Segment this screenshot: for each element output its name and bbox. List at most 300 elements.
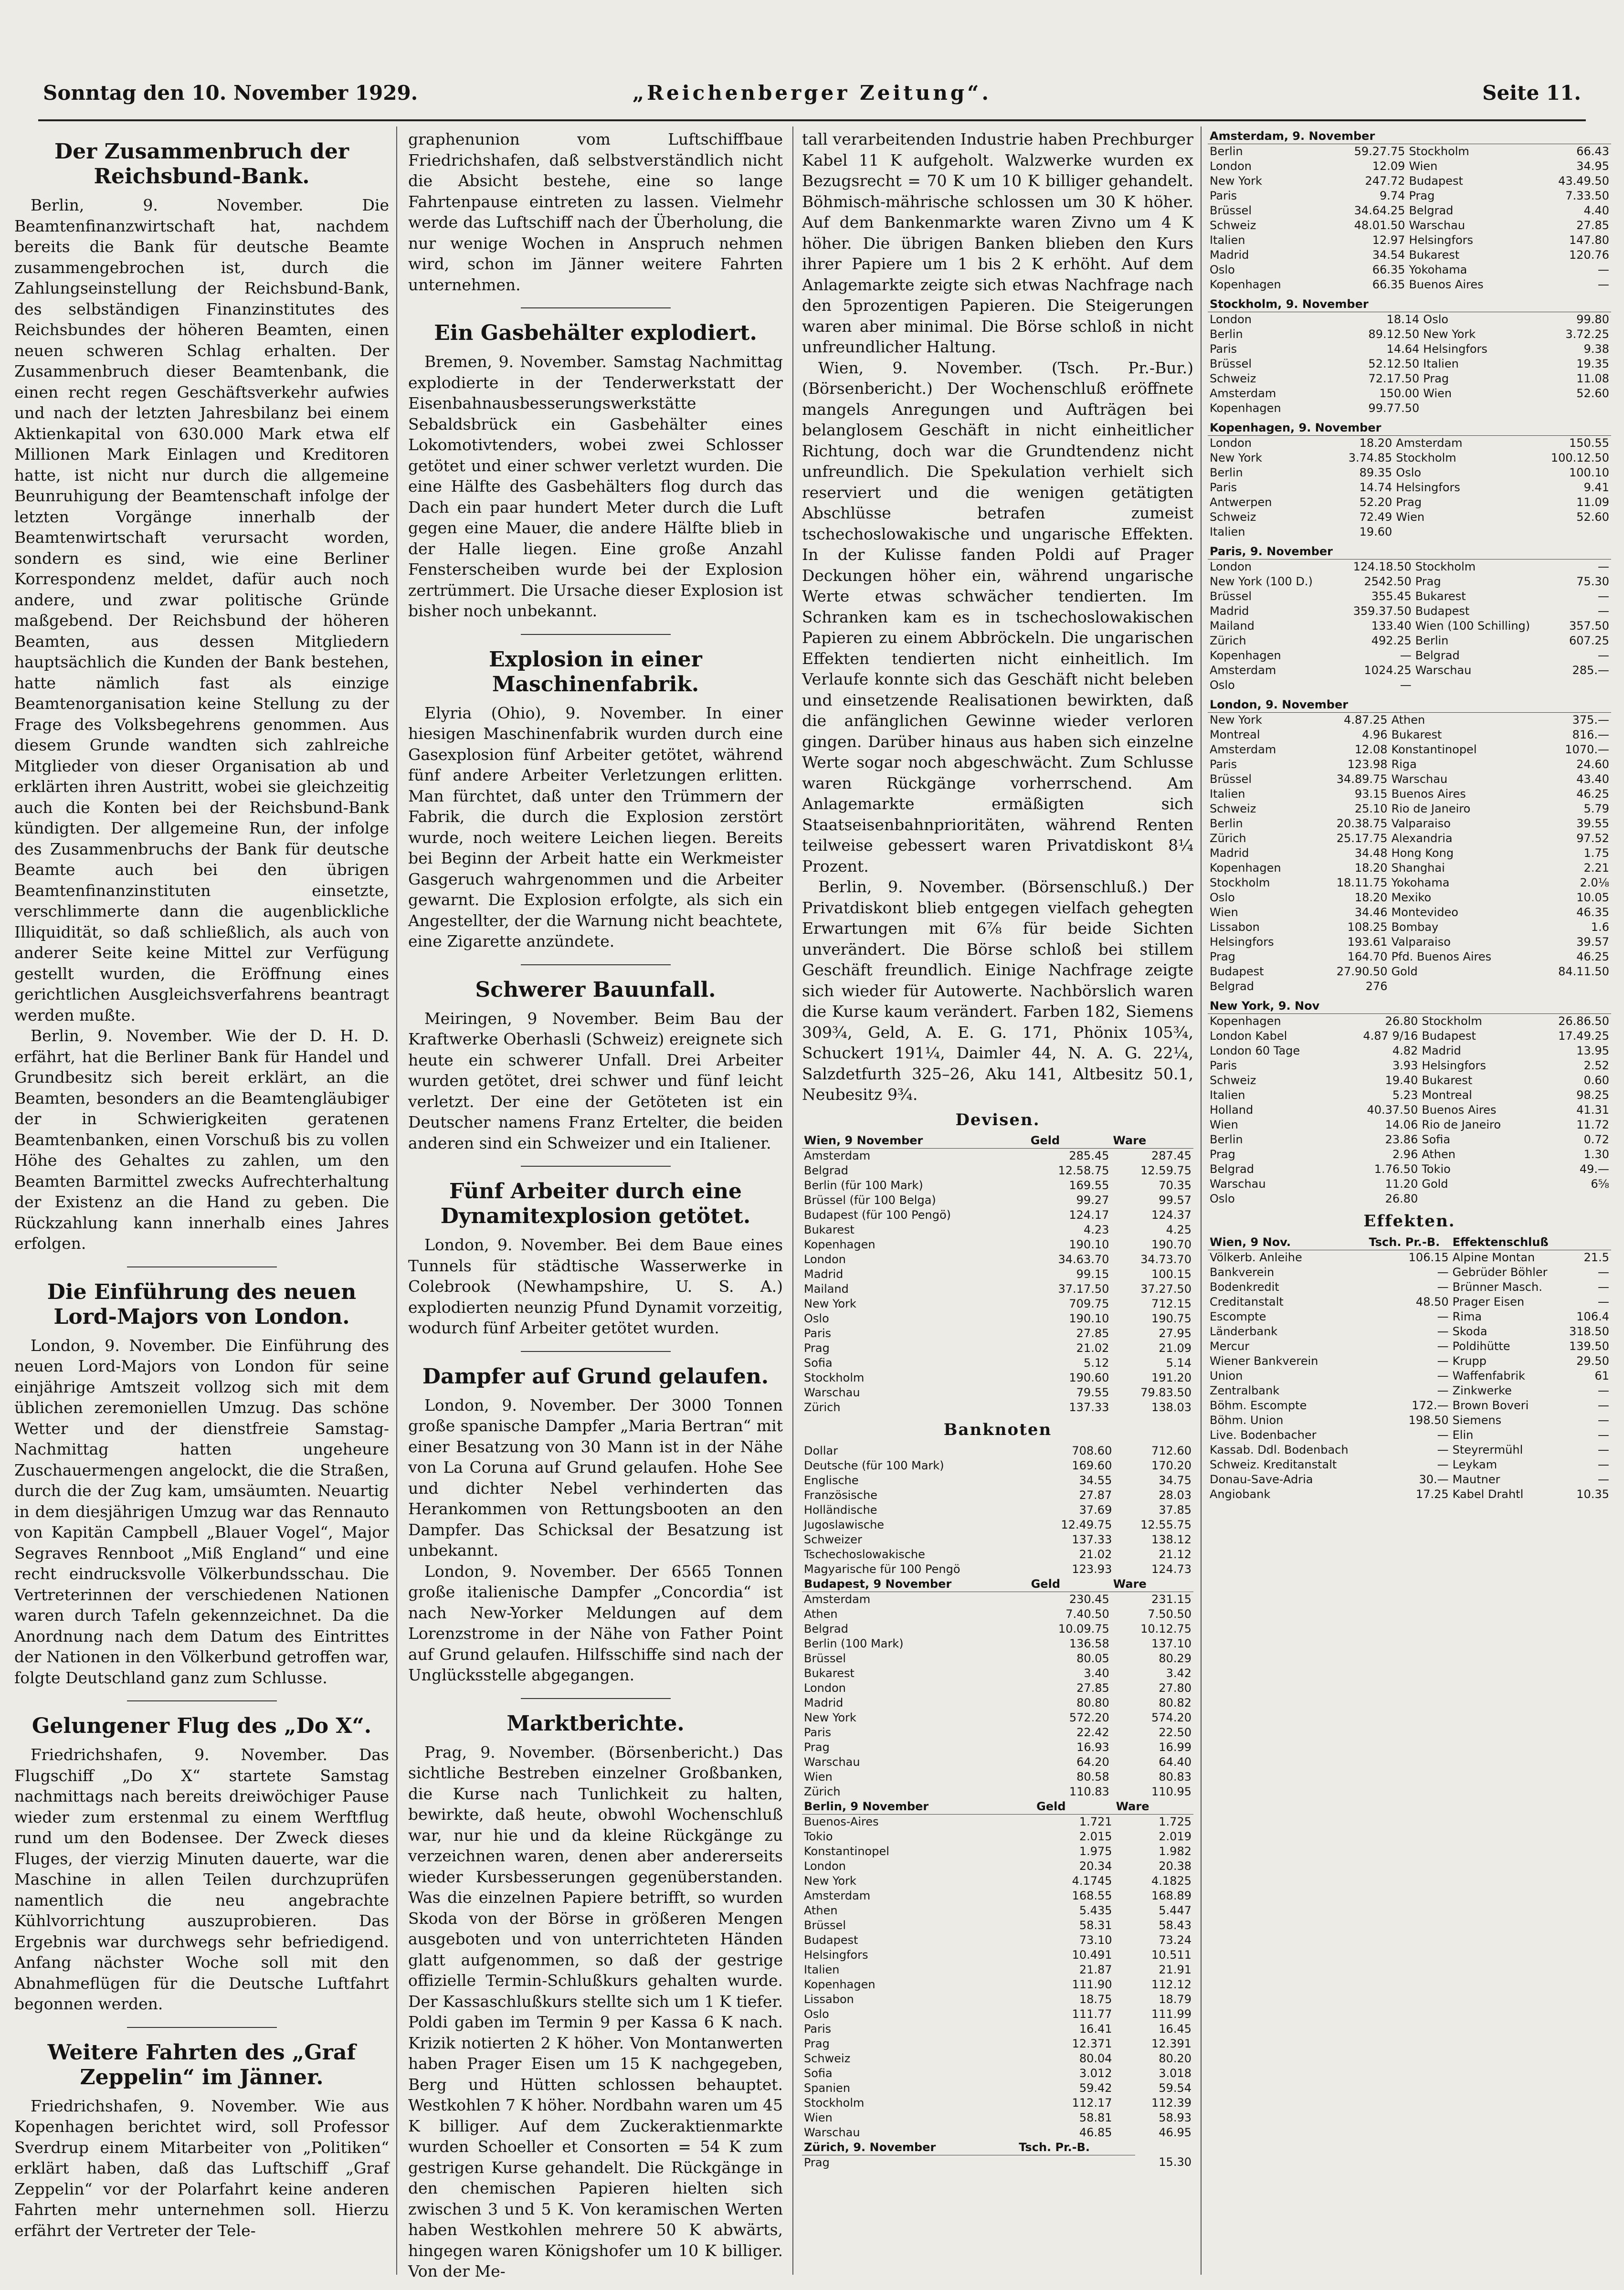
article-paragraph: Berlin, 9. November. Die Beamtenfinanzwirtschaft hat, nachdem bereits die Bank für deutsche Beamte zusammengebrochen ist, durch die Zahlungseinstellung der Reichsbund-Bank, des selbständigen Finanzinstitutes des Reichsbundes der höheren Beamten, einen neuen schweren Schlag erhalten. Der Zusammenbruch dieser Beamtenbank, die einen recht regen Geschäftsverkehr aufwies und nach der letzten Jahresbilanz bei einem Aktienkapital von 630.000 Mark etwa elf Millionen Mark Einlagen und Kreditoren hatte, ist nicht nur durch die allgemeine Beunruhigung der Beamtenschaft infolge der letzten Vorgänge innerhalb der Beamtenwirtschaft verursacht worden, sondern es sind, wie eine Berliner Korrespondenz meldet, dafür auch noch andere, und zwar politische Gründe maßgebend. Der Reichsbund der höheren Beamten, aus dessen Mitgliedern hauptsächlich die Kunden der Bank bestehen, hatte nämlich fast als einzige Beamtenorganisation keine Stellung zu der Frage des Volksbegehrens genommen. Aus diesem Grunde wandten sich zahlreiche Mitglieder von dieser Organisation ab und erklärten ihren Austritt, wobei sie gleichzeitig auch die Konten bei der Reichsbund-Bank kündigten. Der allgemeine Run, der infolge des Zusammenbruchs der Bank für deutsche Beamte auch bei den übrigen Beamtenfinanzinstituten einsetzte, verschlimmerte dann die augenblickliche Illiquidität, so daß schließlich, als auch von anderer Seite keine Mittel zur Verfügung gestellt wurden, die Eröffnung eines gerichtlichen Ausgleichsverfahrens beantragt werden mußte. [14, 196, 389, 1024]
table-label-cell: Kabel Drahtl [1452, 1487, 1524, 1501]
table-value-cell: 37.85 [1159, 1503, 1192, 1517]
table-row [1208, 663, 1611, 678]
table-row [1208, 1383, 1611, 1398]
article-headline: Weitere Fahrten des „Graf Zeppelin“ im Jänner. [47, 2040, 356, 2089]
table-value-cell: 709.75 [1069, 1297, 1109, 1310]
table-label-cell: Brüssel [1210, 590, 1252, 603]
table-value-cell: 16.41 [1079, 2022, 1112, 2036]
table-label-cell: Brüssel [1210, 357, 1252, 370]
table-value-cell: 120.76 [1569, 248, 1609, 262]
table-value-cell: 16.99 [1159, 1740, 1192, 1754]
exchange-table [1208, 544, 1611, 693]
table-value-cell: 43.40 [1576, 772, 1609, 786]
table-label-cell: Waffenfabrik [1452, 1369, 1525, 1382]
table-row [1208, 890, 1611, 905]
table-value-cell: 20.38 [1159, 1859, 1192, 1873]
table-row [1208, 920, 1611, 935]
table-label-cell: London [1210, 560, 1252, 573]
table-row [802, 1297, 1193, 1311]
table-header-cell: Ware [1114, 1799, 1193, 1815]
table-row [802, 1784, 1193, 1799]
table-row [1208, 728, 1611, 742]
table-value-cell: 99.80 [1576, 313, 1609, 326]
table-value-cell: 7.50.50 [1148, 1607, 1192, 1621]
table-label-cell: London [1210, 313, 1252, 326]
table-row [1208, 1413, 1611, 1428]
table-value-cell: — [1437, 1443, 1449, 1456]
table-row [1208, 386, 1611, 401]
exchange-table [1208, 697, 1611, 994]
table-value-cell: 2.96 [1392, 1148, 1418, 1161]
table-value-cell: 2.015 [1079, 1829, 1112, 1843]
table-row [802, 1740, 1193, 1755]
table-value-cell: 58.43 [1159, 1918, 1192, 1932]
table-value-cell: — [1598, 1280, 1609, 1294]
table-value-cell: 4.25 [1166, 1223, 1192, 1236]
table-label-cell: Wien [1409, 159, 1438, 173]
table-label-cell: Valparaiso [1391, 817, 1451, 830]
table-label-cell: Warschau [1391, 772, 1448, 786]
table-value-cell: 37.17.50 [1058, 1282, 1109, 1296]
table-row [1208, 263, 1611, 277]
table-label-cell: Stockholm [804, 2096, 865, 2110]
table-value-cell: 150.55 [1569, 436, 1609, 450]
table-row [1208, 979, 1611, 994]
table-value-cell: 27.85 [1076, 1681, 1109, 1695]
table-row [1208, 1029, 1611, 1044]
table-row [1208, 1324, 1611, 1339]
table-row [802, 1252, 1193, 1267]
table-value-cell: 99.27 [1076, 1193, 1109, 1207]
table-row [1208, 371, 1611, 386]
table-value-cell: — [1437, 1280, 1449, 1294]
table-label-cell: Kopenhagen [1210, 861, 1281, 875]
table-label-cell: Brüssel [804, 1918, 846, 1932]
table-label-cell: Amsterdam [1210, 743, 1276, 756]
table-header-cell: Kopenhagen, 9. November [1208, 421, 1611, 436]
table-value-cell: — [1437, 1457, 1449, 1471]
table-value-cell: 3.93 [1392, 1059, 1418, 1072]
table-value-cell: — [1437, 1309, 1449, 1323]
table-label-cell: Schweizer [804, 1532, 862, 1546]
table-label-cell: Siemens [1452, 1413, 1502, 1427]
column-divider [1201, 127, 1202, 2275]
table-row [1208, 144, 1611, 159]
table-row [802, 1592, 1193, 1607]
table-label-cell: New York [1423, 327, 1476, 341]
table-label-cell: Amsterdam [1210, 387, 1276, 400]
table-value-cell: 79.55 [1076, 1386, 1109, 1399]
table-value-cell: 25.10 [1354, 802, 1388, 815]
table-value-cell: 106.15 [1408, 1250, 1449, 1264]
column-3 [802, 129, 1193, 2268]
table-value-cell: — [1598, 1472, 1609, 1486]
table-header-row [802, 1133, 1193, 1149]
table-label-cell: Helsingfors [1423, 342, 1487, 356]
table-header-cell: New York, 9. Nov [1208, 999, 1611, 1014]
table-row [802, 1622, 1193, 1636]
table-value-cell: 1070.— [1565, 743, 1609, 756]
table-label-cell: Helsingfors [1422, 1059, 1486, 1072]
table-value-cell: 16.93 [1076, 1740, 1109, 1754]
column-divider [396, 127, 397, 2275]
table-value-cell: 34.54 [1372, 248, 1405, 262]
table-value-cell: 191.20 [1151, 1371, 1192, 1384]
table-value-cell: — [1437, 1428, 1449, 1442]
table-label-cell: Italien [1210, 787, 1245, 801]
table-row [802, 1562, 1193, 1577]
table-header-cell: Tsch. Pr.-B. [1017, 2140, 1135, 2155]
table-header-cell: Budapest, 9 November [802, 1577, 1029, 1592]
table-value-cell: 0.60 [1583, 1074, 1609, 1087]
table-value-cell: 112.17 [1072, 2096, 1112, 2110]
column-4 [1208, 129, 1611, 2268]
table-value-cell: 61 [1594, 1369, 1609, 1382]
table-label-cell: Stockholm [804, 1371, 865, 1384]
table-value-cell: 231.15 [1151, 1592, 1192, 1606]
table-label-cell: Alexandria [1391, 832, 1453, 845]
table-label-cell: Budapest [804, 1933, 858, 1947]
table-value-cell: 0.72 [1583, 1133, 1609, 1146]
table-value-cell: 169.60 [1072, 1458, 1112, 1472]
table-label-cell [1421, 401, 1533, 416]
table-value-cell: 22.42 [1076, 1725, 1109, 1739]
table-label-cell: Yokohama [1391, 876, 1450, 889]
table-label-cell: Italien [1423, 357, 1459, 370]
table-label-cell: New York [1210, 451, 1262, 464]
table-value-cell: 170.20 [1151, 1458, 1192, 1472]
table-label-cell: Bukarest [1422, 1074, 1473, 1087]
table-label-cell: Buenos Aires [1422, 1103, 1497, 1117]
table-value-cell: 168.89 [1151, 1889, 1192, 1902]
table-value-cell: 80.05 [1076, 1651, 1109, 1665]
article-separator [521, 1351, 671, 1352]
table-label-cell: Belgrad [1210, 980, 1254, 993]
devisen-zurich-table [802, 2140, 1193, 2170]
table-label-cell: Paris [804, 1725, 832, 1739]
table-row [1208, 277, 1611, 292]
table-value-cell: 66.43 [1576, 145, 1609, 158]
table-value-cell: 37.27.50 [1140, 1282, 1192, 1296]
table-label-cell: Stockholm [1409, 145, 1469, 158]
table-row [802, 2037, 1193, 2051]
table-value-cell: 27.85 [1076, 1327, 1109, 1340]
table-label-cell: Elin [1452, 1428, 1474, 1442]
table-value-cell: 230.45 [1069, 1592, 1109, 1606]
table-label-cell: Prag [804, 2155, 830, 2169]
article-paragraph: Friedrichshafen, 9. November. Wie aus Kopenhagen berichtet wird, soll Professor Sverdrup einem Mitarbeiter von „Politiken“ erklärt haben, daß das Luftschiff „Graf Zeppelin“ vor der Polarfahrt keine anderen Fahrten mehr unternehmen soll. Hierzu erfährt der Vertreter der Tele- [14, 2096, 389, 2240]
article-headline: Schwerer Bauunfall. [475, 977, 716, 1002]
table-value-cell: 14.74 [1359, 481, 1392, 494]
table-label-cell: Bukarest [804, 1223, 854, 1236]
table-label-cell: Pfd. Buenos Aires [1391, 950, 1492, 963]
table-value-cell: 1.725 [1159, 1815, 1192, 1828]
table-row [1208, 1132, 1611, 1147]
table-label-cell: Wien [804, 1770, 833, 1783]
table-value-cell: 1.721 [1079, 1815, 1112, 1828]
table-row [1208, 831, 1611, 846]
column-2 [408, 129, 783, 2280]
table-row [1208, 787, 1611, 802]
table-value-cell: 34.95 [1576, 159, 1609, 173]
table-row [802, 1903, 1193, 1918]
table-row [1208, 1044, 1611, 1058]
article-headline: Gelungener Flug des „Do X“. [32, 1714, 372, 1738]
table-value-cell: 73.10 [1079, 1933, 1112, 1947]
table-label-cell: Berlin [1210, 145, 1243, 158]
table-value-cell: 10.35 [1576, 1487, 1609, 1501]
table-label-cell: Prag [1210, 950, 1235, 963]
table-value-cell: 52.12.50 [1368, 357, 1420, 370]
table-value-cell: 2.21 [1583, 861, 1609, 875]
table-value-cell: 17.49.25 [1558, 1029, 1609, 1043]
exchange-block [1208, 421, 1611, 539]
table-value-cell: 110.95 [1151, 1784, 1192, 1798]
article-paragraph: London, 9. November. Der 3000 Tonnen große spanische Dampfer „Maria Bertran“ mit einer Besatzung von 30 Mann ist in der Nähe von La Coruna auf Grund gelaufen. Hohe See und dichter Nebel verhinderten das Herankommen von Rettungsbooten an den Dampfer. Das Schicksal der Besatzung ist unbekannt. [408, 1395, 783, 1560]
table-label-cell: Alpine Montan [1452, 1250, 1535, 1264]
table-value-cell: 5.447 [1159, 1903, 1192, 1917]
table-value-cell: 46.25 [1576, 950, 1609, 963]
table-value-cell: 58.31 [1079, 1918, 1112, 1932]
table-label-cell: Mailand [804, 1282, 849, 1296]
table-label-cell: Budapest [1415, 604, 1470, 618]
table-label-cell: Oslo [1210, 1192, 1235, 1205]
table-value-cell: 4.87 9/16 [1363, 1029, 1418, 1043]
table-value-cell: 24.60 [1576, 758, 1609, 771]
table-value-cell: 34.73.70 [1140, 1253, 1192, 1266]
table-row [802, 1371, 1193, 1385]
table-label-cell: Deutsche (für 100 Mark) [804, 1458, 944, 1472]
table-label-cell: Athen [804, 1607, 838, 1621]
table-label-cell: Budapest (für 100 Pengö) [804, 1208, 951, 1222]
table-value-cell: 59.27.75 [1354, 145, 1405, 158]
table-value-cell: 6⅝ [1591, 1177, 1609, 1191]
table-label-cell: Stockholm [1415, 560, 1476, 573]
table-value-cell: 11.08 [1576, 372, 1609, 385]
table-value-cell: 190.10 [1069, 1238, 1109, 1251]
article-paragraph: graphenunion vom Luftschiffbaue Friedrichshafen, daß selbstverständlich nicht die Absicht bestehe, eine so lange Fahrtenpause eintreten zu lassen. Vielmehr werde das Luftschiff nach der Überholung, die nur wenige Wochen in Anspruch nehmen wird, schon im Jänner weitere Fahrten unternehmen. [408, 130, 783, 294]
table-value-cell: 147.80 [1569, 233, 1609, 247]
table-label-cell: Sofia [804, 2066, 833, 2080]
table-label-cell: Wiener Bankverein [1210, 1354, 1318, 1368]
table-label-cell: Athen [1422, 1148, 1455, 1161]
table-row [1208, 189, 1611, 203]
table-row [1208, 174, 1611, 189]
table-row [1208, 357, 1611, 371]
table-label-cell: Schweiz [1210, 802, 1256, 815]
devisen-budapest-table [802, 1577, 1193, 1799]
table-row [802, 1341, 1193, 1356]
table-value-cell: 12.391 [1151, 2037, 1192, 2050]
table-value-cell: — [1598, 1413, 1609, 1427]
table-label-cell: Oslo [1210, 891, 1235, 904]
table-label-cell: Mailand [1210, 619, 1255, 633]
table-value-cell: 133.40 [1371, 619, 1412, 633]
table-value-cell: 12.97 [1372, 233, 1405, 247]
table-value-cell: 11.72 [1576, 1118, 1609, 1131]
table-row [1208, 846, 1611, 861]
table-value-cell: 20.34 [1079, 1859, 1112, 1873]
table-label-cell: Kopenhagen [1210, 401, 1281, 415]
table-label-cell: Riga [1391, 758, 1417, 771]
table-value-cell: 2.0⅛ [1580, 876, 1609, 889]
table-label-cell: Länderbank [1210, 1324, 1278, 1338]
table-value-cell: 1.75 [1583, 846, 1609, 860]
table-label-cell: Budapest [1422, 1029, 1476, 1043]
table-label-cell: Prag [804, 1341, 830, 1355]
table-value-cell: 708.60 [1072, 1444, 1112, 1457]
table-value-cell: — [1598, 263, 1609, 276]
table-value-cell: 93.15 [1354, 787, 1388, 801]
table-row [802, 1237, 1193, 1252]
table-row [1208, 480, 1611, 495]
table-value-cell: 21.5 [1583, 1250, 1609, 1264]
table-label-cell [1390, 979, 1535, 994]
table-value-cell: 9.38 [1583, 342, 1609, 356]
table-value-cell: 89.12.50 [1368, 327, 1420, 341]
table-value-cell: 66.35 [1372, 278, 1405, 291]
table-label-cell: Buenos Aires [1391, 787, 1466, 801]
table-row [1208, 742, 1611, 757]
article-paragraph: Elyria (Ohio), 9. November. In einer hiesigen Maschinenfabrik wurden durch eine Gasexplosion fünf Arbeiter getötet, während fünf andere Arbeiter Verletzungen erlitten. Man fürchtet, daß unter den Trümmern der Fabrik, die durch die Explosion zerstört wurde, noch weitere Leichen liegen. Bereits bei Beginn der Arbeit hatte ein Werkmeister Gasgeruch wahrgenommen und die Arbeiter gewarnt. Die Explosion erfolgte, als sich ein Angestellter, der die Warnung nicht beachtete, eine Zigarette anzündete. [408, 703, 783, 950]
article-headline: Dampfer auf Grund gelaufen. [422, 1364, 769, 1389]
table-header-cell: Geld [1029, 1133, 1111, 1149]
exchange-table [1208, 129, 1611, 292]
table-label-cell: Paris [804, 1327, 832, 1340]
table-label-cell: Italien [804, 1963, 840, 1976]
table-value-cell: — [1400, 678, 1412, 692]
table-value-cell: 80.83 [1159, 1770, 1192, 1783]
table-value-cell: 27.80 [1159, 1681, 1192, 1695]
table-label-cell: Bukarest [1415, 590, 1466, 603]
table-row [1208, 1487, 1611, 1502]
table-value-cell: 139.50 [1569, 1339, 1609, 1353]
banknoten-title: Banknoten [943, 1420, 1052, 1439]
table-label-cell: Italien [1210, 525, 1245, 538]
table-label-cell: Stockholm [1422, 1014, 1482, 1028]
table-row [1208, 648, 1611, 663]
table-label-cell: Warschau [1415, 664, 1472, 677]
table-row [1208, 757, 1611, 772]
article-headline: Fünf Arbeiter durch eine Dynamitexplosion getötet. [440, 1179, 751, 1228]
table-value-cell: 34.46 [1354, 906, 1388, 919]
table-value-cell: 21.87 [1079, 1963, 1112, 1976]
table-value-cell: 124.17 [1069, 1208, 1109, 1222]
table-label-cell: New York (100 D.) [1210, 575, 1313, 588]
table-value-cell: — [1598, 1457, 1609, 1471]
table-row [1208, 327, 1611, 342]
table-value-cell: 72.49 [1359, 510, 1392, 524]
table-value-cell: 108.25 [1347, 920, 1388, 934]
table-value-cell: 607.25 [1569, 634, 1609, 647]
table-label-cell: Konstantinopel [804, 1844, 889, 1858]
table-label-cell: Wien (100 Schilling) [1415, 619, 1530, 633]
table-label-cell: Warschau [804, 2125, 860, 2139]
table-label-cell: Mercur [1210, 1339, 1250, 1353]
column-divider [792, 127, 793, 2275]
table-value-cell: 5.14 [1166, 1356, 1192, 1370]
table-value-cell: 27.85 [1576, 219, 1609, 232]
table-row [1208, 604, 1611, 619]
table-value-cell: 26.80 [1385, 1192, 1418, 1205]
table-header-row [1208, 697, 1611, 713]
table-label-cell: Kopenhagen [804, 1238, 875, 1251]
article-paragraph: Prag, 9. November. (Börsenbericht.) Das sichtliche Bestreben einzelner Großbanken, die Kurse nach Tunlichkeit zu halten, bewirkte, daß heute, obwohl Wochenschluß war, nur hie und da kleine Rückgänge zu verzeichnen waren, denen aber andererseits wieder Kursbesserungen gegenüberstanden. Was die einzelnen Papiere betrifft, so wurden Skoda von der Börse in größeren Mengen ausgeboten und von unterrichteten Händen glatt aufgenommen, so daß der gestrige offizielle Termin-Schlußkurs gehalten wurde. Der Kassaschlußkurs stellte sich um 1 K tiefer. Poldi gaben im Termin 9 per Kassa 6 K nach. Krizik notierten 2 K höher. Von Montanwerten haben Prager Eisen um 15 K nachgegeben, Berg und Hütten schlossen behauptet. Westkohlen 7 K höher. Nordbahn waren um 45 K billiger. Auf dem Zuckeraktienmarkte wurden Schoeller et Consorten = 54 K zum gestrigen Kurse gehandelt. Die Rückgänge in den chemischen Papieren hielten sich zwischen 3 und 5 K. Von keramischen Werten haben Westkohlen mehrere 50 K abwärts, hingegen waren Königshofer um 10 K billiger. Von der Me- [408, 1742, 783, 2280]
table-label-cell: Kassab. Ddl. Bodenbach [1210, 1443, 1349, 1456]
table-value-cell: 27.95 [1159, 1327, 1192, 1340]
table-value-cell: 21.02 [1079, 1547, 1112, 1561]
table-value-cell: 3.012 [1079, 2066, 1112, 2080]
table-value-cell: 14.64 [1386, 342, 1420, 356]
table-value-cell: 21.12 [1159, 1547, 1192, 1561]
table-value-cell: 14.06 [1385, 1118, 1418, 1131]
table-value-cell: 574.20 [1151, 1710, 1192, 1724]
table-label-cell: Belgrad [1210, 1162, 1254, 1176]
table-value-cell: 1.975 [1079, 1844, 1112, 1858]
table-label-cell: Prag [1409, 189, 1435, 202]
table-label-cell: Sofia [804, 1356, 833, 1370]
table-value-cell: 99.77.50 [1368, 401, 1420, 415]
table-row [1208, 1073, 1611, 1088]
table-row [1208, 574, 1611, 589]
article-paragraph: Wien, 9. November. (Tsch. Pr.-Bur.) (Börsenbericht.) Der Wochenschluß eröffnete mangels Anregungen und Aufträgen bei belanglosem Geschäft in nicht einheitlicher Richtung, doch war die Grundtendenz nicht unfreundlich. Die Spekulation verhielt sich reserviert und die wenigen getätigten Abschlüsse betrafen zumeist tschechoslowakische und ungarische Effekten. In der Kulisse fanden Poldi auf Prager Deckungen höher ein, während ungarische Werte etwas schwächer tendierten. Im Schranken kam es in tschechoslowakischen Papieren zu einem Abbröckeln. Die ungarischen Effekten tendierten nicht einheitlich. Im Verlaufe konnte sich das Geschäft nicht beleben und einsetzende Realisationen bewirkten, daß die anfänglichen Gewinne wieder verloren gingen. Darüber hinaus aus haben sich einzelne Werte sogar noch abgeschwächt. Zum Schlusse waren Rückgänge vorherrschend. Am Anlagemarkte ermäßigten sich Staatseisenbahnprioritäten, während Renten teilweise gebessert waren Privatdiskont 8¼ Prozent. [802, 358, 1193, 876]
table-row [802, 1651, 1193, 1666]
table-value-cell: 10.491 [1072, 1948, 1112, 1962]
table-row [1208, 876, 1611, 890]
table-value-cell: 79.83.50 [1140, 1386, 1192, 1399]
table-value-cell: — [1598, 604, 1609, 618]
table-value-cell: 4.82 [1392, 1044, 1418, 1057]
table-row [1208, 950, 1611, 964]
table-row [802, 2111, 1193, 2125]
table-row [802, 1149, 1193, 1164]
table-row [1208, 1339, 1611, 1354]
table-row [802, 1992, 1193, 2007]
table-row [802, 1948, 1193, 1963]
table-row [802, 1311, 1193, 1326]
table-value-cell: — [1598, 1383, 1609, 1397]
table-value-cell: 20.38.75 [1336, 817, 1388, 830]
table-header-row [1208, 999, 1611, 1014]
table-value-cell: 34.89.75 [1336, 772, 1388, 786]
table-value-cell: 110.83 [1069, 1784, 1109, 1798]
table-row [802, 1829, 1193, 1844]
table-value-cell: 22.50 [1159, 1725, 1192, 1739]
table-value-cell: 137.33 [1069, 1401, 1109, 1414]
exchange-block [1208, 297, 1611, 416]
table-row [1208, 1118, 1611, 1132]
table-label-cell: Brüssel [1210, 772, 1252, 786]
table-row [1208, 1398, 1611, 1413]
table-value-cell: 70.35 [1159, 1179, 1192, 1192]
table-value-cell: 21.09 [1159, 1341, 1192, 1355]
table-label-cell: Tokio [804, 1829, 833, 1843]
table-label-cell: Helsingfors [1409, 233, 1474, 247]
table-label-cell: Böhm. Union [1210, 1413, 1284, 1427]
table-value-cell: 18.20 [1354, 891, 1388, 904]
table-row [1208, 589, 1611, 604]
table-row [1208, 436, 1611, 451]
table-row [1208, 861, 1611, 876]
table-value-cell: — [1598, 560, 1609, 573]
table-row [802, 1725, 1193, 1740]
table-label-cell: Montreal [1210, 728, 1260, 741]
table-label-cell [1413, 678, 1558, 693]
table-label-cell: Zürich [1210, 634, 1246, 647]
table-row [1208, 1103, 1611, 1118]
table-value-cell: 11.09 [1576, 496, 1609, 509]
table-label-cell: Berlin [1210, 1133, 1243, 1146]
